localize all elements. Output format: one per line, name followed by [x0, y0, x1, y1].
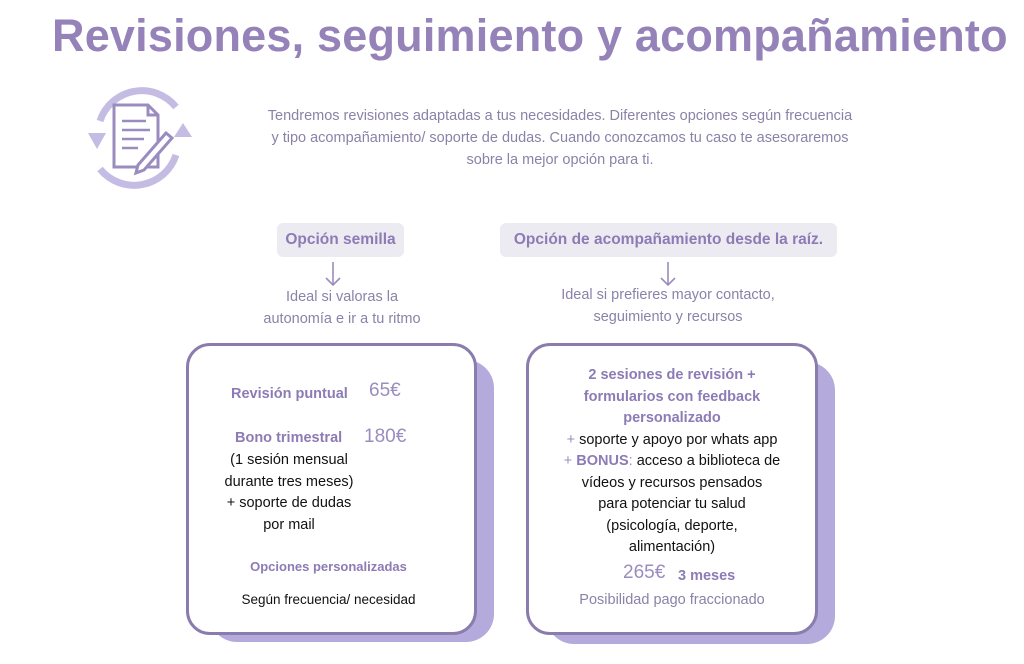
page-title: Revisiones, seguimiento y acompañamiento: [52, 10, 1008, 61]
detail-line: (1 sesión mensual: [230, 452, 348, 468]
detail-line: durante tres meses): [224, 473, 354, 490]
option-root-heading: Opción de acompañamiento desde la raíz.: [500, 223, 837, 257]
intro-text: [232, 105, 888, 171]
root-plan-duration: 3 meses: [678, 568, 736, 584]
bonus-text: acceso a biblioteca de: [636, 453, 781, 469]
detail-line: por mail: [263, 516, 315, 533]
plus-sign: +: [563, 453, 573, 469]
intro-line: sobre la mejor opción para ti.: [466, 152, 654, 168]
option-root-card: [526, 343, 818, 635]
option-seed-card: [186, 343, 477, 635]
quarterly-bono-details: [189, 450, 389, 536]
root-plan-price: 265€: [623, 562, 666, 583]
payment-note: Posibilidad pago fraccionado: [579, 592, 765, 608]
option-seed-heading: Opción semilla: [277, 223, 404, 257]
intro-line: y tipo acompañamiento/ soporte de dudas. Cuando conozcamos tu caso te asesoraremos: [271, 130, 849, 146]
description-line: Ideal si valoras la: [285, 289, 399, 305]
heading-line: 2 sesiones de revisión +: [588, 367, 756, 383]
description-line: Ideal si prefieres mayor contacto,: [561, 287, 775, 303]
custom-options-label: Opciones personalizadas: [250, 559, 407, 574]
bonus-line: [529, 451, 815, 473]
bonus-detail-line: alimentación): [628, 539, 716, 555]
bonus-detail-line: (psicología, deporte,: [606, 517, 738, 534]
description-line: autonomía e ir a tu ritmo: [263, 311, 421, 327]
bonus-label: BONUS: [576, 453, 629, 469]
option-root-description: [530, 284, 806, 328]
bonus-detail-line: vídeos y recursos pensados: [581, 474, 763, 491]
support-text: soporte y apoyo por whats app: [579, 431, 778, 448]
arrow-down-icon: [325, 261, 341, 287]
intro-line: Tendremos revisiones adaptadas a tus necesidades. Diferentes opciones según frecuencia: [267, 108, 853, 124]
heading-line: personalizado: [623, 410, 721, 426]
description-line: seguimiento y recursos: [593, 309, 743, 325]
bonus-detail-line: para potenciar tu salud: [598, 496, 746, 512]
bonus-colon: :: [628, 453, 633, 469]
quarterly-bono-price: 180€: [364, 426, 407, 447]
root-plan-heading: [529, 365, 815, 559]
single-review-price: 65€: [369, 380, 401, 401]
custom-options-description: Según frecuencia/ necesidad: [241, 592, 416, 607]
single-review-label: Revisión puntual: [231, 386, 348, 402]
heading-line: formularios con feedback: [583, 388, 761, 405]
plus-sign: +: [566, 431, 576, 448]
document-refresh-icon: [80, 85, 196, 189]
quarterly-bono-label: Bono trimestral: [235, 430, 343, 446]
detail-line: + soporte de dudas: [226, 495, 352, 511]
option-seed-description: [232, 286, 452, 330]
support-line: [529, 430, 815, 452]
